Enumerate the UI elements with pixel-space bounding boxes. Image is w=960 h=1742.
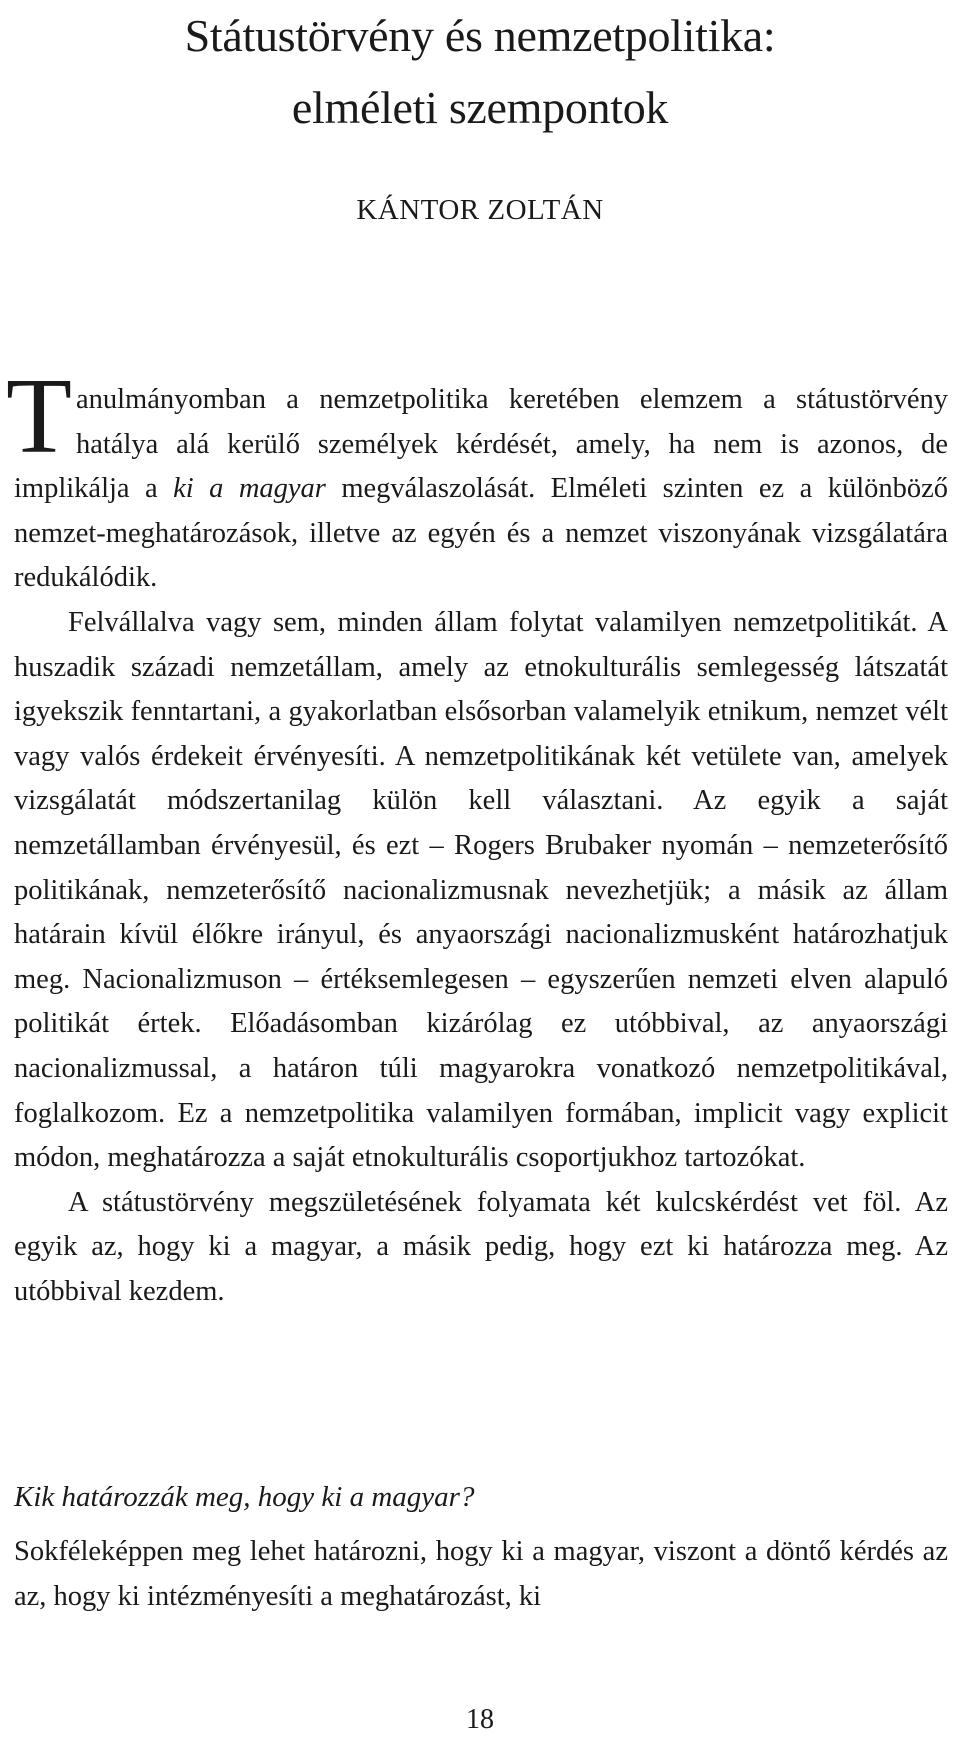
intro-paragraph <box>6 357 949 601</box>
article-body <box>6 357 949 1314</box>
title-line-1: Státustörvény és nemzetpolitika: <box>184 10 776 61</box>
title-line-2: elméleti szempontok <box>291 82 669 133</box>
intro-text-part2: megválaszolását. Elméleti szinten ez a különböző nemzet-meghatározások, illetve az egyén és a nemzet viszonyának vizsgálatára redukálódik. <box>14 473 949 594</box>
drop-cap: T <box>6 357 72 476</box>
paragraph-4: Sokféleképpen meg lehet határozni, hogy ki a magyar, viszont a döntő kérdés az az, hogy ki intézményesíti a meghatározást, ki <box>14 1536 948 1612</box>
section-body <box>14 1530 948 1619</box>
intro-text-part1: anulmányomban a nemzetpolitika keretében elemzem a státustörvény hatálya alá kerülő személyek kérdését, amely, ha nem is azonos, de implikálja a <box>14 384 948 505</box>
author-name: KÁNTOR ZOLTÁN <box>356 194 604 226</box>
paragraph-2: Felvállalva vagy sem, minden állam folytat valamilyen nemzetpolitikát. A huszadik századi nemzetállam, amely az etnokulturális semlegesség látszatát igyekszik fenntartani, a gyakorlatban elsősorban valamelyik etnikum, nemzet vélt vagy valós érdekeit érvényesíti. A nemzetpolitikának két vetülete van, amelyek vizsgálatát módszertanilag külön kell választani. Az egyik a saját nemzetállamban érvényesül, és ezt – Rogers Brubaker nyomán – nemzeterősítő politikának, nemzeterősítő nacionalizmusnak nevezhetjük; a másik az állam határain kívül élőkre irányul, és anyaországi nacionalizmusként határozhatjuk meg. Nacionalizmuson – értéksemlegesen – egyszerűen nemzeti elven alapuló politikát értek. Előadásomban kizárólag ez utóbbival, az anyaországi nacionalizmussal, a határon túli magyarokra vonatkozó nemzetpolitikával, foglalkozom. Ez a nemzetpolitika valamilyen formában, implicit vagy explicit módon, meghatározza a saját etnokulturális csoportjukhoz tartozókat. <box>14 606 948 1174</box>
intro-italic-phrase: ki a magyar <box>173 473 326 505</box>
page-number: 18 <box>466 1704 494 1735</box>
paragraph-3: A státustörvény megszületésének folyamata két kulcskérdést vet föl. Az egyik az, hogy ki a magyar, a másik pedig, hogy ezt ki határozza meg. Az utóbbival kezdem. <box>14 1186 948 1307</box>
page-title <box>0 0 960 144</box>
section-subheading: Kik határozzák meg, hogy ki a magyar? <box>14 1481 475 1513</box>
